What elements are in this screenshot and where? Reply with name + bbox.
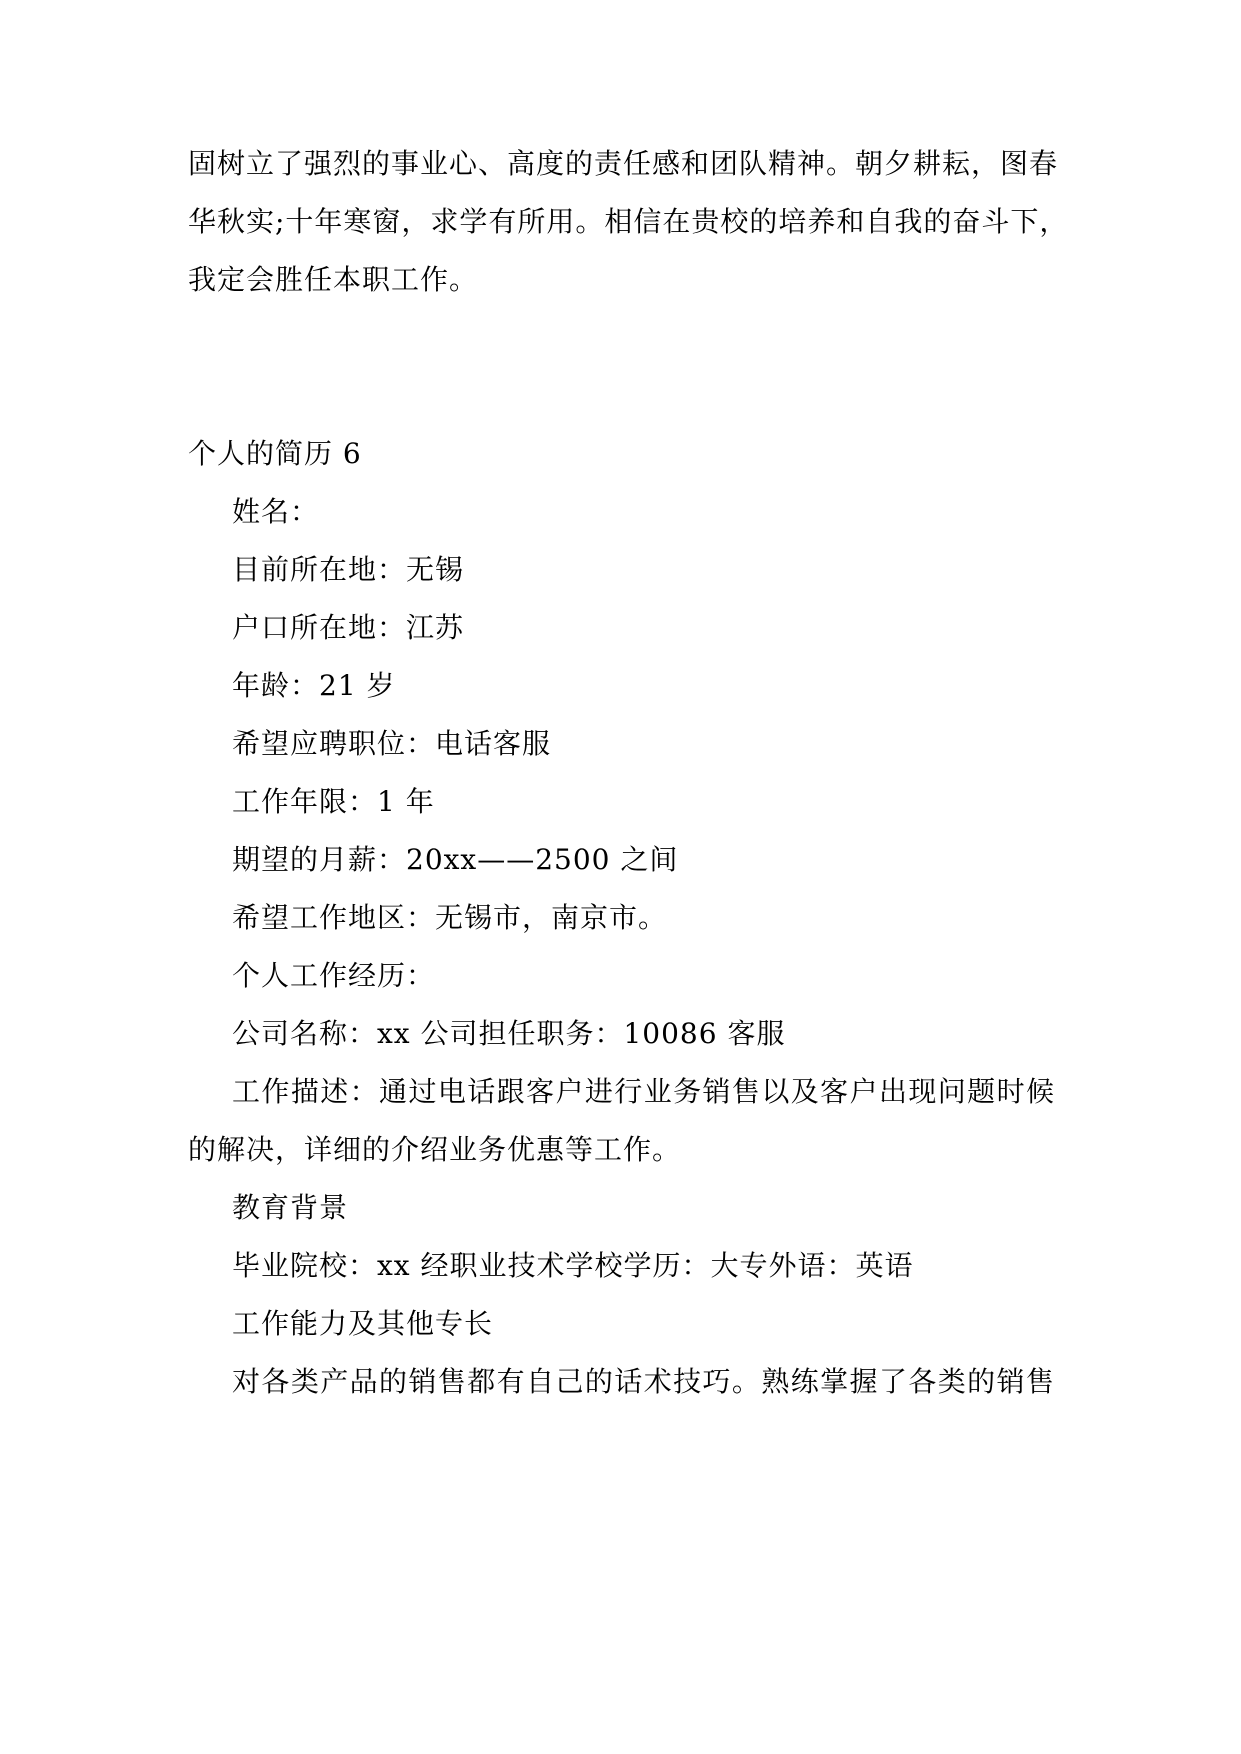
- age-field: 年龄：21 岁: [232, 669, 396, 702]
- current-location-field: 目前所在地：无锡: [232, 553, 465, 586]
- desired-region-field: 希望工作地区：无锡市，南京市。: [232, 901, 668, 934]
- intro-line-3: 我定会胜任本职工作。: [188, 263, 479, 296]
- education-heading: 教育背景: [232, 1191, 349, 1224]
- intro-line-2: 华秋实;十年寒窗，求学有所用。相信在贵校的培养和自我的奋斗下，: [188, 205, 1069, 238]
- job-description-line-1: 工作描述：通过电话跟客户进行业务销售以及客户出现问题时候: [232, 1075, 1055, 1108]
- desired-position-field: 希望应聘职位：电话客服: [232, 727, 552, 760]
- work-years-field: 工作年限：1 年: [232, 785, 435, 818]
- education-field: 毕业院校：xx 经职业技术学校学历：大专外语：英语: [232, 1249, 914, 1282]
- company-field: 公司名称：xx 公司担任职务：10086 客服: [232, 1017, 786, 1050]
- skills-line-1: 对各类产品的销售都有自己的话术技巧。熟练掌握了各类的销售: [232, 1365, 1055, 1398]
- hukou-location-field: 户口所在地：江苏: [232, 611, 465, 644]
- work-experience-heading: 个人工作经历：: [232, 959, 436, 992]
- job-description-line-2: 的解决，详细的介绍业务优惠等工作。: [188, 1133, 682, 1166]
- resume-title: 个人的简历 6: [188, 437, 362, 470]
- skills-heading: 工作能力及其他专长: [232, 1307, 494, 1340]
- expected-salary-field: 期望的月薪：20xx——2500 之间: [232, 843, 679, 876]
- intro-line-1: 固树立了强烈的事业心、高度的责任感和团队精神。朝夕耕耘，图春: [188, 147, 1059, 180]
- name-field: 姓名：: [232, 495, 320, 528]
